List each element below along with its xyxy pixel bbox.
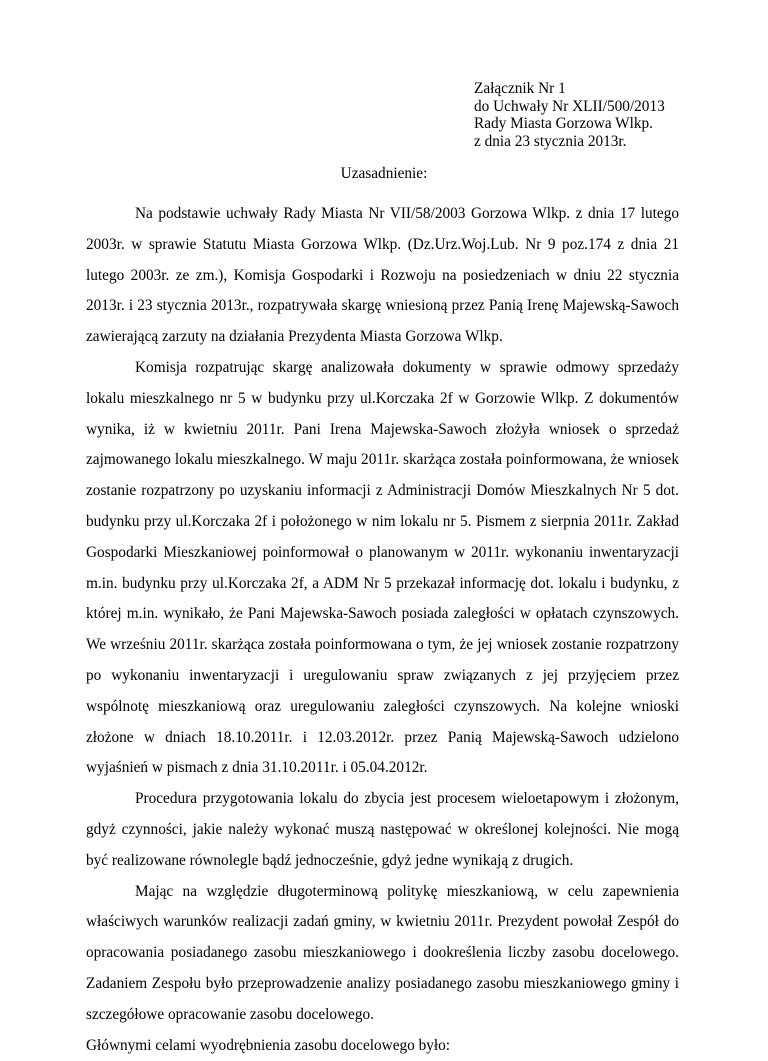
paragraph-legal-basis: Na podstawie uchwały Rady Miasta Nr VII/58/2003 Gorzowa Wlkp. z dnia 17 lutego 2003r. w sprawie Statutu Miasta Gorzowa Wlkp. (Dz.Urz.Woj.Lub. Nr 9 poz.174 z dnia 21 lutego 2003r. ze zm.), Komisja Gospodarki i Rozwoju na posiedzeniach w dniu 22 stycznia 2013r. i 23 stycznia 2013r., rozpatrywała skargę wniesioną przez Panią Irenę Majewską-Sawoch zawierającą zarzuty na działania Prezydenta Miasta Gorzowa Wlkp. [86,205,679,346]
paragraph-housing-policy: Mając na względzie długoterminową politykę mieszkaniową, w celu zapewnienia właściwych warunków realizacji zadań gminy, w kwietniu 2011r. Prezydent powołał Zespół do opracowania posiadanego zasobu mieszkaniowego i dookreślenia liczby zasobu docelowego. Zadaniem Zespołu było przeprowadzenie analizy posiadanego zasobu mieszkaniowego gminy i szczegółowe opracowanie zasobu docelowego. [86,882,679,1023]
attachment-number: Załącznik Nr 1 [474,80,566,97]
paragraph-main-goals: Głównymi celami wyodrębnienia zasobu docelowego było: [86,1036,451,1054]
city-council: Rady Miasta Gorzowa Wlkp. [474,115,653,132]
attachment-header [474,80,665,150]
resolution-date: z dnia 23 stycznia 2013r. [474,132,627,150]
paragraph-commission-analysis: Komisja rozpatrując skargę analizowała dokumenty w sprawie odmowy sprzedaży lokalu mieszkalnego nr 5 w budynku przy ul.Korczaka 2f w Gorzowie Wlkp. Z dokumentów wynika, iż w kwietniu 2011r. Pani Irena Majewska-Sawoch złożyła wniosek o sprzedaż zajmowanego lokalu mieszkalnego. W maju 2011r. skarżąca została poinformowana, że wniosek zostanie rozpatrzony po uzyskaniu informacji z Administracji Domów Mieszkalnych Nr 5 dot. budynku przy ul.Korczaka 2f i położonego w nim lokalu nr 5. Pismem z sierpnia 2011r. Zakład Gospodarki Mieszkaniowej poinformował o planowanym w 2011r. wykonaniu inwentaryzacji m.in. budynku przy ul.Korczaka 2f, a ADM Nr 5 przekazał informację dot. lokalu i budynku, z której m.in. wynikało, że Pani Majewska-Sawoch posiada zaległości w opłatach czynszowych. We wrześniu 2011r. skarżąca została poinformowana o tym, że jej wniosek zostanie rozpatrzony po wykonaniu inwentaryzacji i uregulowaniu spraw związanych z jej przyjęciem przez wspólnotę mieszkaniową oraz uregulowaniu zaległości czynszowych. Na kolejne wnioski złożone w dniach 18.10.2011r. i 12.03.2012r. przez Panią Majewską-Sawoch udzielono wyjaśnień w pismach z dnia 31.10.2011r. i 05.04.2012r. [86,358,679,777]
paragraph-procedure: Procedura przygotowania lokalu do zbycia jest procesem wieloetapowym i złożonym, gdyż czynności, jakie należy wykonać muszą następować w określonej kolejności. Nie mogą być realizowane równolegle bądź jednocześnie, gdyż jedne wynikają z drugich. [86,790,679,869]
resolution-number: do Uchwały Nr XLII/500/2013 [474,97,665,115]
document-body [86,199,679,1061]
document-heading: Uzasadnienie: [340,165,428,182]
